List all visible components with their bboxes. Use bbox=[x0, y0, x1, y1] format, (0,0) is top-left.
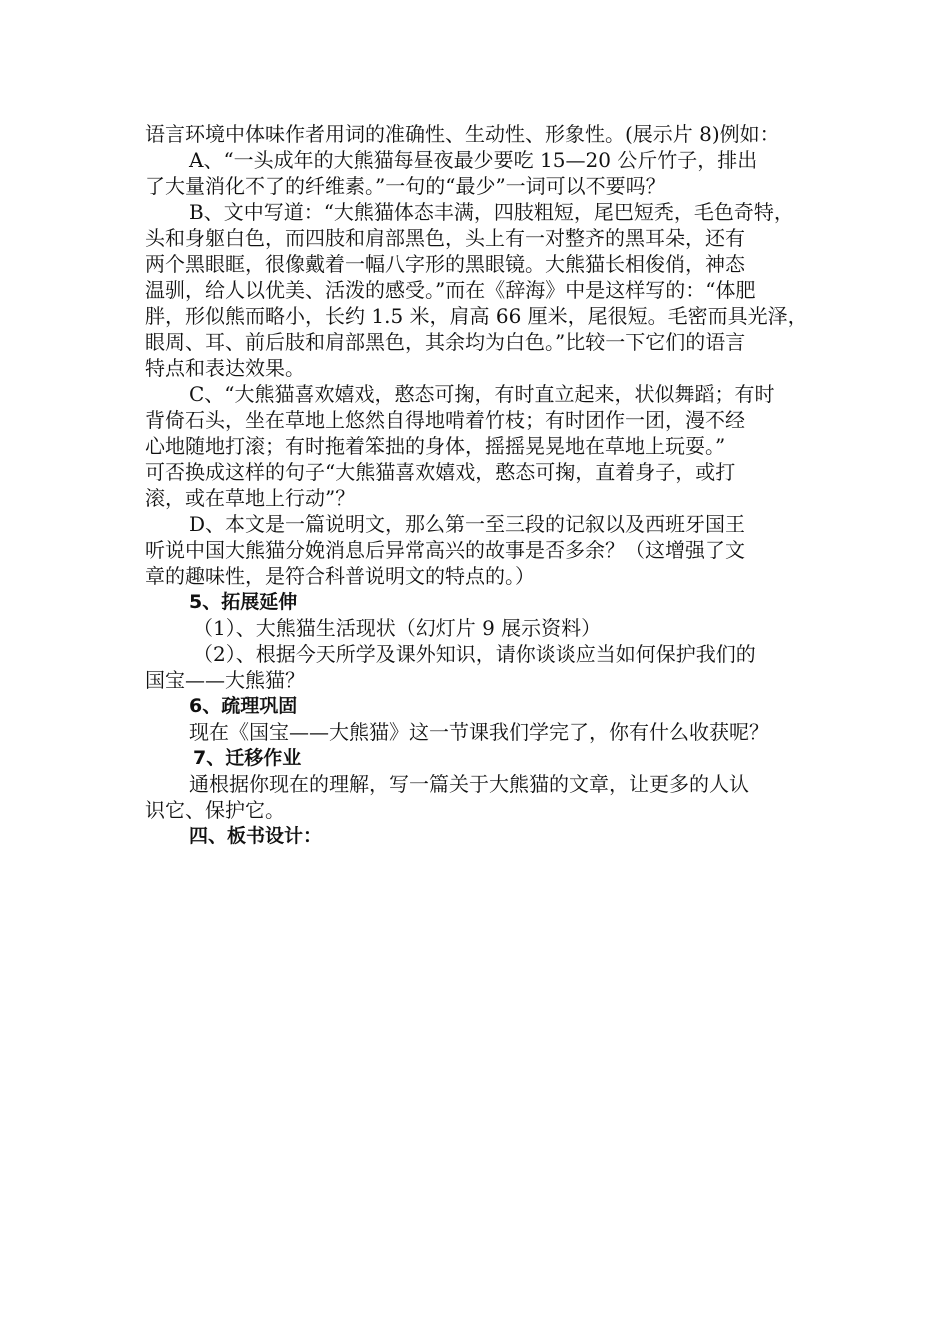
text-line: 心地随地打滚；有时拖着笨拙的身体，摇摇晃晃地在草地上玩耍。” bbox=[145, 434, 726, 458]
text-line: 滚，或在草地上行动”？ bbox=[145, 486, 356, 510]
section-heading-extension: 5、拓展延伸 bbox=[189, 591, 298, 613]
question-a-line: A、“一头成年的大熊猫每昼夜最少要吃 15—20 公斤竹子，排出 bbox=[189, 148, 758, 172]
question-c-line: C、“大熊猫喜欢嬉戏，憨态可掬，有时直立起来，状似舞蹈；有时 bbox=[189, 382, 775, 406]
text-line: 可否换成这样的句子“大熊猫喜欢嬉戏，憨态可掬，直着身子，或打 bbox=[145, 460, 736, 484]
text-line: 通根据你现在的理解，写一篇关于大熊猫的文章，让更多的人认 bbox=[189, 772, 749, 796]
text-line: 听说中国大熊猫分娩消息后异常高兴的故事是否多余？（这增强了文 bbox=[145, 538, 745, 562]
question-d-line: D、本文是一篇说明文，那么第一至三段的记叙以及西班牙国王 bbox=[189, 512, 746, 536]
list-item: （2）、根据今天所学及课外知识，请你谈谈应当如何保护我们的 bbox=[193, 642, 756, 666]
text-line: 头和身躯白色，而四肢和肩部黑色，头上有一对整齐的黑耳朵，还有 bbox=[145, 226, 745, 250]
text-line: 背倚石头，坐在草地上悠然自得地啃着竹枝；有时团作一团，漫不经 bbox=[145, 408, 745, 432]
text-line: 国宝——大熊猫？ bbox=[145, 668, 305, 692]
text-line: 两个黑眼眶，很像戴着一幅八字形的黑眼镜。大熊猫长相俊俏，神态 bbox=[145, 252, 745, 276]
text-line: 章的趣味性，是符合科普说明文的特点的。） bbox=[145, 564, 535, 588]
text-line: 识它、保护它。 bbox=[145, 798, 285, 822]
section-heading-board-design: 四、板书设计： bbox=[189, 825, 323, 847]
text-line: 眼周、耳、前后肢和肩部黑色，其余均为白色。”比较一下它们的语言 bbox=[145, 330, 746, 354]
text-line: 了大量消化不了的纤维素。”一句的“最少”一词可以不要吗？ bbox=[145, 174, 666, 198]
text-line: 特点和表达效果。 bbox=[145, 356, 305, 380]
list-item: （1）、大熊猫生活现状（幻灯片 9 展示资料） bbox=[193, 616, 602, 640]
text-line: 温驯，给人以优美、活泼的感受。”而在《辞海》中是这样写的：“体肥 bbox=[145, 278, 756, 302]
section-heading-homework: 7、迁移作业 bbox=[193, 747, 302, 769]
text-line: 现在《国宝——大熊猫》这一节课我们学完了，你有什么收获呢？ bbox=[189, 720, 769, 744]
document-body bbox=[145, 121, 817, 849]
section-heading-review: 6、疏理巩固 bbox=[189, 695, 298, 717]
text-line: 语言环境中体味作者用词的准确性、生动性、形象性。(展示片 8)例如： bbox=[145, 122, 780, 146]
text-line: 胖，形似熊而略小，长约 1.5 米，肩高 66 厘米，尾很短。毛密而具光泽， bbox=[145, 304, 808, 328]
question-b-line: B、文中写道：“大熊猫体态丰满，四肢粗短，尾巴短秃，毛色奇特， bbox=[189, 200, 794, 224]
